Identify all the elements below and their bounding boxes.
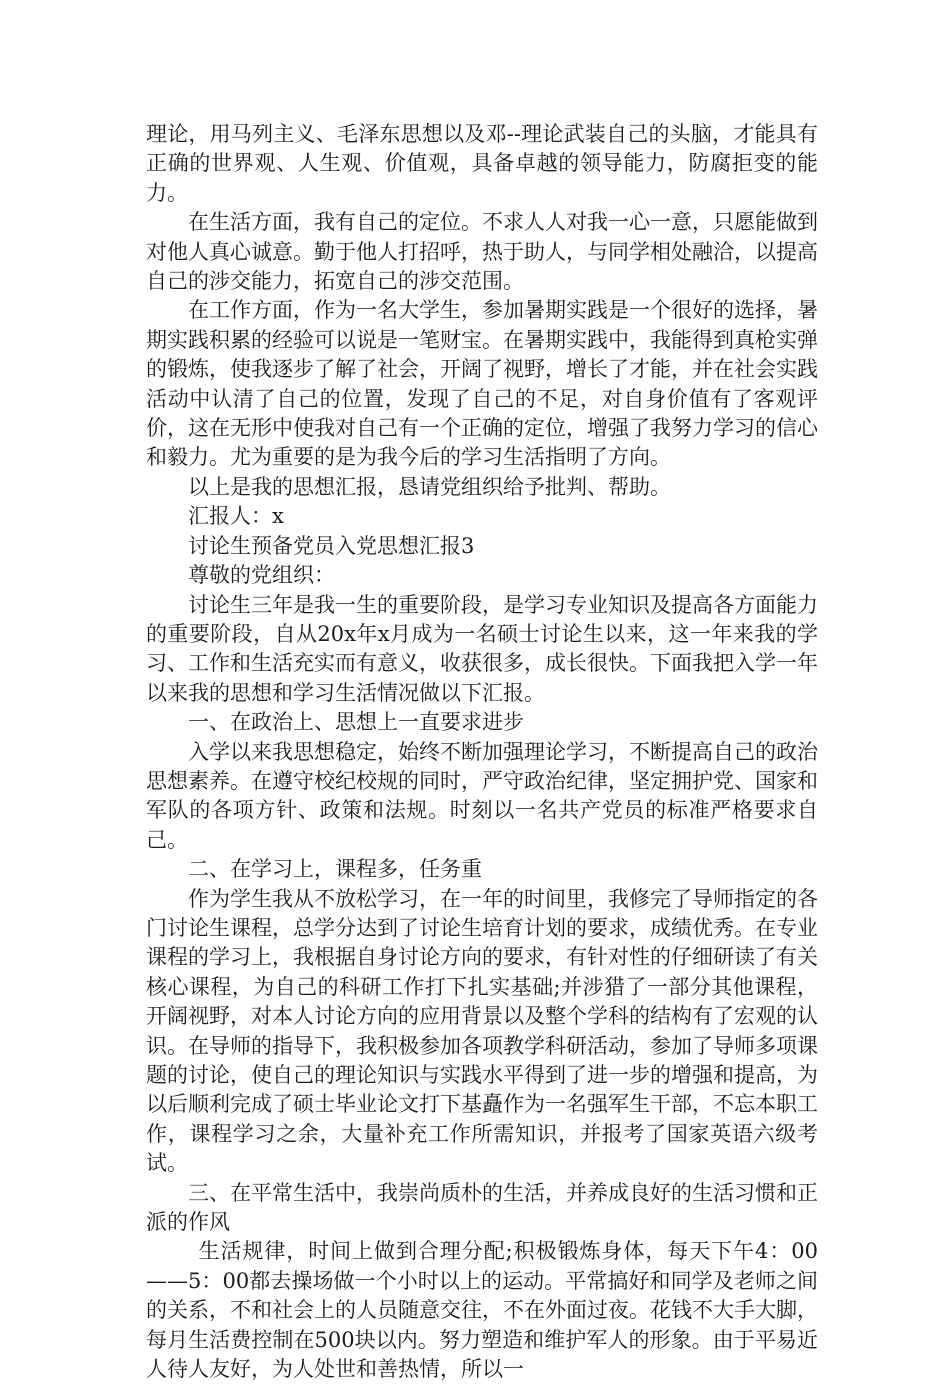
heading-life: 三、在平常生活中，我崇尚质朴的生活，并养成良好的生活习惯和正派的作风 bbox=[146, 1180, 818, 1235]
paragraph-intro: 讨论生三年是我一生的重要阶段，是学习专业知识及提高各方面能力的重要阶段，自从20x年x月成为一名硕士讨论生以来，这一年来我的学习、工作和生活充实而有意义，收获很多，成长很快。下面我把入学一年以来我的思想和学习生活情况做以下汇报。 bbox=[146, 592, 818, 705]
salutation: 尊敬的党组织： bbox=[188, 563, 335, 588]
paragraph-1: 理论，用马列主义、毛泽东思想以及邓--理论武装自己的头脑，才能具有正确的世界观、人生观、价值观，具备卓越的领导能力，防腐拒变的能力。 bbox=[146, 122, 818, 205]
paragraph-life: 生活规律，时间上做到合理分配;积极锻炼身体，每天下午4：00——5：00都去操场做一个小时以上的运动。平常搞好和同学及老师之间的关系，不和社会上的人员随意交往，不在外面过夜。花钱不大手大脚，每月生活费控制在500块以内。努力塑造和维护军人的形象。由于平易近人待人友好，为人处世和善热情，所以一 bbox=[146, 1239, 818, 1382]
paragraph-study: 作为学生我从不放松学习，在一年的时间里，我修完了导师指定的各门讨论生课程，总学分达到了讨论生培育计划的要求，成绩优秀。在专业课程的学习上，我根据自身讨论方向的要求，有针对性的仔细研读了有关核心课程，为自己的科研工作打下扎实基础;并涉猎了一部分其他课程，开阔视野，对本人讨论方向的应用背景以及整个学科的结构有了宏观的认识。在导师的指导下，我积极参加各项教学科研活动，参加了导师多项课题的讨论，使自己的理论知识与实践水平得到了进一步的增强和提高，为以后顺利完成了硕士毕业论文打下基矗作为一名强军生干部，不忘本职工作，课程学习之余，大量补充工作所需知识，并报考了国家英语六级考试。 bbox=[146, 886, 818, 1176]
document-body bbox=[146, 120, 818, 1384]
section-title: 讨论生预备党员入党思想汇报3 bbox=[188, 533, 475, 558]
heading-politics: 一、在政治上、思想上一直要求进步 bbox=[188, 710, 524, 735]
paragraph-4: 以上是我的思想汇报，恳请党组织给予批判、帮助。 bbox=[188, 474, 671, 499]
reporter-line: 汇报人：x bbox=[188, 504, 284, 529]
paragraph-2: 在生活方面，我有自己的定位。不求人人对我一心一意，只愿能做到对他人真心诚意。勤于他人打招呼，热于助人，与同学相处融洽，以提高自己的涉交能力，拓宽自己的涉交范围。 bbox=[146, 210, 818, 294]
paragraph-3: 在工作方面，作为一名大学生，参加暑期实践是一个很好的选择，暑期实践积累的经验可以说是一笔财宝。在暑期实践中，我能得到真枪实弹的锻炼，使我逐步了解了社会，开阔了视野，增长了才能，并在社会实践活动中认清了自己的位置，发现了自己的不足，对自身价值有了客观评价，这在无形中使我对自己有一个正确的定位，增强了我努力学习的信心和毅力。尤为重要的是为我今后的学习生活指明了方向。 bbox=[146, 298, 818, 470]
heading-study: 二、在学习上，课程多，任务重 bbox=[188, 857, 482, 882]
paragraph-politics: 入学以来我思想稳定，始终不断加强理论学习，不断提高自己的政治思想素养。在遵守校纪校规的同时，严守政治纪律，坚定拥护党、国家和军队的各项方针、政策和法规。时刻以一名共产党员的标准严格要求自己。 bbox=[146, 739, 818, 852]
